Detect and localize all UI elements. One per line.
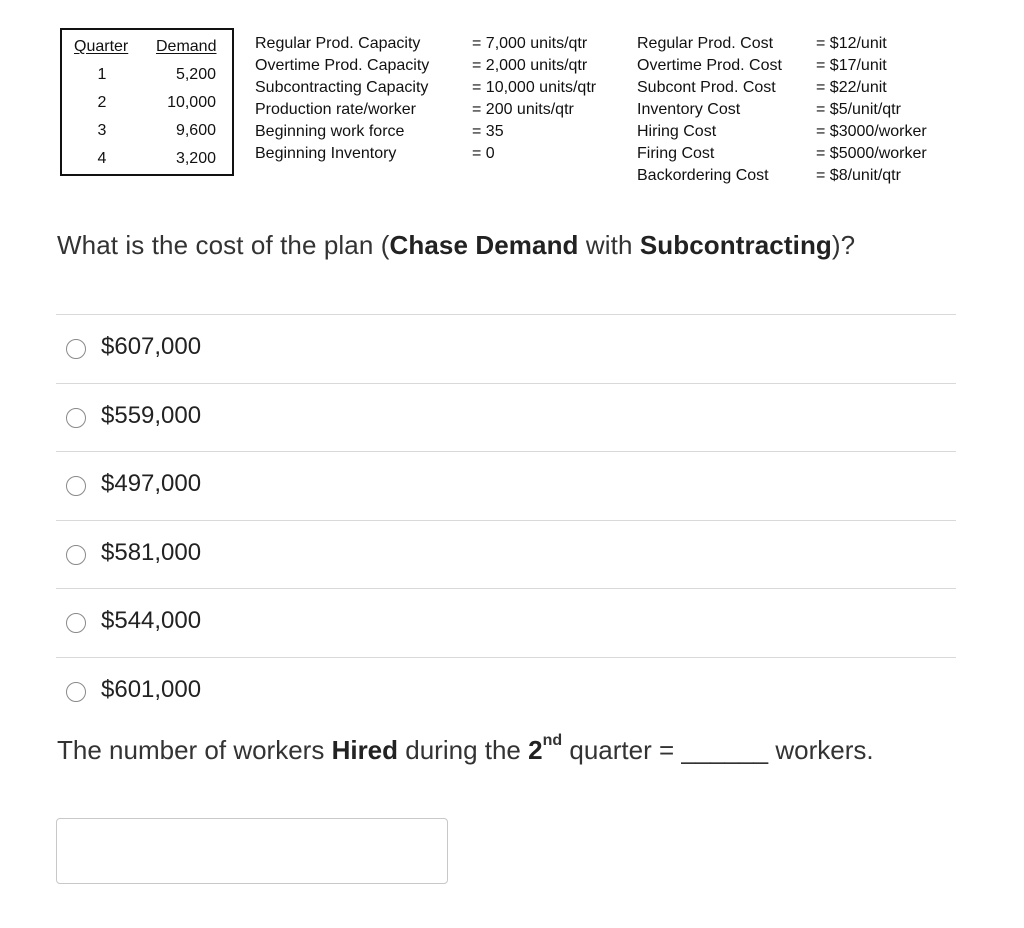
option-label[interactable]: $581,000 <box>101 538 202 566</box>
cost-label: Subcont Prod. Cost <box>637 79 776 96</box>
fill-suffix: workers. <box>768 735 874 765</box>
param-label: Regular Prod. Capacity <box>255 35 421 52</box>
answer-input[interactable] <box>56 818 448 884</box>
quarter-cell: 2 <box>97 94 107 111</box>
option-label[interactable]: $559,000 <box>101 401 202 429</box>
question-suffix: )? <box>831 230 856 260</box>
cost-value: = $8/unit/qtr <box>816 167 901 184</box>
question-bold-subcontracting: Subcontracting <box>639 230 832 260</box>
fill-ordinal-suffix: nd <box>542 732 563 750</box>
option-4[interactable] <box>56 520 956 589</box>
option-1[interactable] <box>56 314 956 383</box>
param-value: = 0 <box>472 145 495 162</box>
radio-button-icon[interactable] <box>66 613 86 633</box>
option-3[interactable] <box>56 451 956 520</box>
fill-in-question <box>57 732 874 766</box>
radio-button-icon[interactable] <box>66 408 86 428</box>
option-2[interactable] <box>56 383 956 452</box>
cost-label: Backordering Cost <box>637 167 769 184</box>
param-value: = 35 <box>472 123 504 140</box>
radio-button-icon[interactable] <box>66 682 86 702</box>
quarter-cell: 1 <box>97 66 107 83</box>
cost-value: = $5000/worker <box>816 145 927 162</box>
question-prefix: What is the cost of the plan ( <box>57 230 390 260</box>
option-5[interactable] <box>56 588 956 657</box>
table-row <box>62 150 236 172</box>
cost-label: Inventory Cost <box>637 101 741 118</box>
demand-cell: 3,200 <box>175 150 216 167</box>
question-middle: with <box>578 230 640 260</box>
fill-prefix: The number of workers <box>57 735 332 765</box>
quarter-cell: 3 <box>97 122 107 139</box>
table-header <box>74 38 234 56</box>
fill-ordinal-number: 2 <box>528 735 543 765</box>
table-row <box>62 122 236 144</box>
param-value: = 2,000 units/qtr <box>472 57 588 74</box>
table-row <box>62 66 236 88</box>
radio-button-icon[interactable] <box>66 545 86 565</box>
cost-value: = $3000/worker <box>816 123 927 140</box>
cost-value: = $12/unit <box>816 35 887 52</box>
demand-cell: 5,200 <box>175 66 216 83</box>
question-bold-chase: Chase Demand <box>389 230 579 260</box>
param-label: Overtime Prod. Capacity <box>255 57 430 74</box>
cost-label: Regular Prod. Cost <box>637 35 774 52</box>
fill-middle: during the <box>398 735 529 765</box>
quarter-cell: 4 <box>97 150 107 167</box>
cost-value: = $5/unit/qtr <box>816 101 901 118</box>
header-quarter: Quarter <box>74 38 129 55</box>
cost-labels <box>637 33 782 187</box>
table-row <box>62 94 236 116</box>
option-label[interactable]: $544,000 <box>101 607 202 634</box>
fill-bold-hired: Hired <box>331 735 399 765</box>
demand-cell: 10,000 <box>167 94 216 111</box>
answer-options <box>56 314 956 725</box>
header-demand: Demand <box>156 38 217 55</box>
demand-cell: 9,600 <box>175 122 216 139</box>
radio-button-icon[interactable] <box>66 476 86 496</box>
param-value: = 7,000 units/qtr <box>472 35 588 52</box>
cost-label: Hiring Cost <box>637 123 717 140</box>
param-value: = 200 units/qtr <box>472 101 574 118</box>
fill-after: quarter = <box>562 735 682 765</box>
option-label[interactable]: $607,000 <box>101 333 202 360</box>
demand-table <box>60 28 234 176</box>
capacity-values <box>472 33 596 165</box>
param-label: Beginning Inventory <box>255 145 397 162</box>
capacity-labels <box>255 33 429 165</box>
param-label: Subcontracting Capacity <box>255 79 429 96</box>
option-label[interactable]: $497,000 <box>101 470 202 497</box>
fill-blank: ______ <box>681 735 769 765</box>
cost-value: = $17/unit <box>816 57 887 74</box>
option-6[interactable] <box>56 657 956 726</box>
option-label[interactable]: $601,000 <box>101 675 202 703</box>
cost-label: Overtime Prod. Cost <box>637 57 782 74</box>
cost-label: Firing Cost <box>637 145 715 162</box>
param-label: Beginning work force <box>255 123 405 140</box>
cost-value: = $22/unit <box>816 79 887 96</box>
param-label: Production rate/worker <box>255 101 416 118</box>
cost-values <box>816 33 927 187</box>
param-value: = 10,000 units/qtr <box>472 79 597 96</box>
radio-button-icon[interactable] <box>66 339 86 359</box>
question-text <box>57 230 855 261</box>
